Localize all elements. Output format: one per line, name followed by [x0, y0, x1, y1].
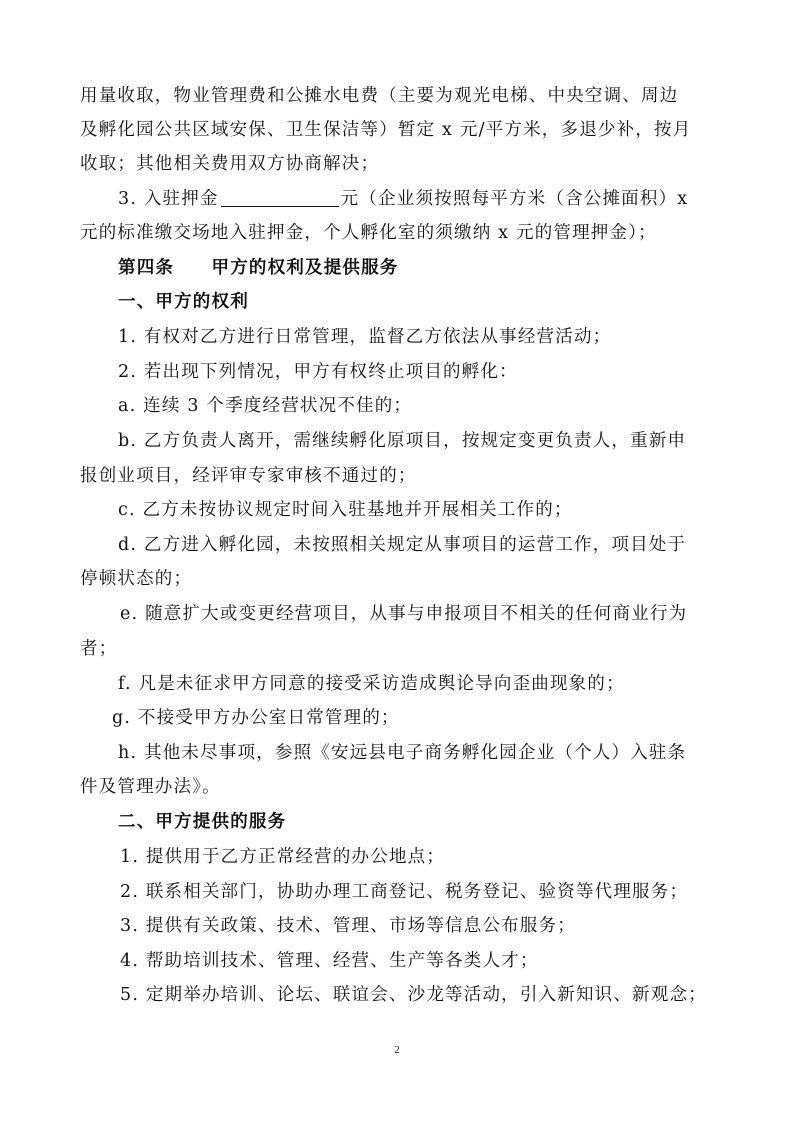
deposit-text: 元（企业须按照每平方米（含公摊面积）x: [340, 189, 689, 209]
deposit-blank: [221, 188, 339, 207]
list-item: h. 其他未尽事项，参照《安远县电子商务孵化园企业（个人）入驻条: [118, 743, 687, 763]
paragraph-line: 停顿状态的；: [80, 569, 193, 589]
list-item: b. 乙方负责人离开，需继续孵化原项目，按规定变更负责人，重新申: [118, 431, 687, 451]
list-item: f. 凡是未征求甲方同意的接受采访造成舆论导向歪曲现象的；: [118, 674, 625, 694]
list-item: 2. 联系相关部门，协助办理工商登记、税务登记、验资等代理服务；: [120, 882, 689, 902]
list-item: a. 连续 3 个季度经营状况不佳的；: [118, 396, 413, 416]
paragraph-line: 及孵化园公共区域安保、卫生保洁等）暂定 x 元/平方米，多退少补，按月: [80, 120, 692, 140]
list-item: 5. 定期举办培训、论坛、联谊会、沙龙等活动，引入新知识、新观念；: [120, 985, 707, 1005]
list-item: d. 乙方进入孵化园，未按照相关规定从事项目的运营工作，项目处于: [118, 535, 687, 555]
deposit-label: 3. 入驻押金: [118, 189, 219, 209]
paragraph-line: 者；: [80, 639, 118, 659]
list-item: c. 乙方未按协议规定时间入驻基地并开展相关工作的；: [118, 500, 573, 520]
list-item: g. 不接受甲方办公室日常管理的；: [112, 708, 400, 728]
section-heading: 一、甲方的权利: [118, 292, 249, 312]
paragraph-line: 收取；其他相关费用双方协商解决；: [80, 154, 380, 174]
paragraph-line: 报创业项目，经评审专家审核不通过的；: [80, 466, 417, 486]
page-number: 2: [394, 1044, 400, 1056]
list-item: 1. 有权对乙方进行日常管理，监督乙方依法从事经营活动；: [118, 327, 612, 347]
article-heading: 第四条 甲方的权利及提供服务: [118, 258, 399, 278]
list-item: 3. 提供有关政策、技术、管理、市场等信息公布服务；: [120, 916, 576, 936]
paragraph-line: 件及管理办法》。: [80, 777, 221, 797]
section-heading: 二、甲方提供的服务: [118, 812, 287, 832]
list-item: 4. 帮助培训技术、管理、经营、生产等各类人才；: [120, 951, 539, 971]
list-item: 1. 提供用于乙方正常经营的办公地点；: [120, 847, 446, 867]
list-item: e. 随意扩大或变更经营项目，从事与申报项目不相关的任何商业行为: [120, 604, 688, 624]
paragraph-line: 元的标准缴交场地入驻押金，个人孵化室的须缴纳 x 元的管理押金）；: [80, 223, 657, 243]
paragraph-line: 用量收取，物业管理费和公摊水电费（主要为观光电梯、中央空调、周边: [80, 86, 679, 106]
deposit-line: [118, 187, 688, 211]
list-item: 2. 若出现下列情况，甲方有权终止项目的孵化：: [118, 362, 518, 382]
